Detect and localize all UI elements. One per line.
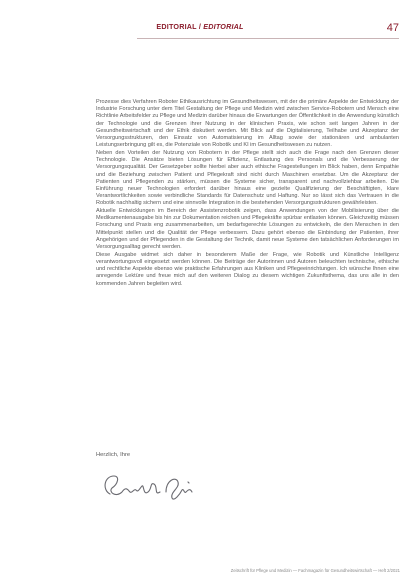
section-secondary: EDITORIAL	[203, 22, 244, 31]
paragraph: Aktuelle Entwicklungen im Bereich der Assistenzrobotik zeigen, dass Anwendungen von der Mobilisierung über die Medikamentenausgabe bis hin zur Dokumentation reichen und Pflegekräfte spürbar entlasten können. Gleichzeitig müssen Forschung und Praxis eng zusammenarbeiten, um bedarfsgerechte Lösungen zu entwickeln, die den Menschen in den Mittelpunkt stellen und die Qualität der Pflege verbessern. Dazu gehört ebenso die Einbindung der Patienten, ihrer Angehörigen und der Pflegenden in die Gestaltung der Technik, damit neue Systeme den tatsächlichen Anforderungen im Versorgungsalltag gerecht werden.	[96, 208, 399, 251]
handwritten-signature	[96, 462, 204, 510]
editorial-body	[96, 99, 399, 288]
paragraph: Prozesse dies Verfahren Roboter Ethikausrichtung im Gesundheitswesen, mit der die primäre Aspekte der Entwicklung der Industrie Forschung unter dem Titel Gestaltung der Pflege und Medizin wird zwischen Service-Robotern und Mensch eine Richtlinie Arbeitsfelder zu Pflege und Medizin darüber hinaus die Erwartungen der Öffentlichkeit in die Anwendung künstlich der Technologie und die Grenzen ihrer Nutzung in der klinischen Praxis, wie schon seit langen Jahren in der Gesundheitswirtschaft und der Ethik diskutiert werden. Mit Blick auf die Digitalisierung, Teilhabe und Akzeptanz der Versorgungsstrukturen, den Einsatz von Automatisierung im Alltag sowie der stationären und ambulanten Leistungserbringung gilt es, die Potenziale von Robotik und KI im Gesundheitswesen zu nutzen.	[96, 99, 399, 149]
header-rule	[137, 38, 399, 39]
page-number: 47	[386, 22, 399, 34]
section-label	[0, 22, 400, 31]
paragraph: Neben den Vorteilen der Nutzung von Robotern in der Pflege stellt sich auch die Frage nach den Grenzen dieser Technologie. Die Ansätze bieten Lösungen für Effizienz, Entlastung des Personals und die Verbesserung der Versorgungsqualität. Der Gesetzgeber sollte hierbei aber auch ethische Fragestellungen im Blick haben, denn Empathie und die Beziehung zwischen Patient und Pflegekraft sind nicht durch Maschinen ersetzbar. Um die Akzeptanz der Patienten und Pflegenden zu stärken, müssen die Systeme sicher, transparent und nachvollziehbar arbeiten. Die Einführung neuer Technologien erfordert darüber hinaus eine gezielte Qualifizierung der Beschäftigten, klare Verantwortlichkeiten sowie verbindliche Standards für Datenschutz und Haftung. Nur so lässt sich das Vertrauen in die Robotik nachhaltig sichern und eine sinnvolle Integration in die bestehenden Versorgungsstrukturen gewährleisten.	[96, 149, 399, 207]
paragraph: Diese Ausgabe widmet sich daher in besonderem Maße der Frage, wie Robotik und Künstliche Intelligenz verantwortungsvoll eingesetzt werden können. Die Beiträge der Autorinnen und Autoren beleuchten technische, ethische und rechtliche Aspekte ebenso wie praktische Erfahrungen aus Kliniken und Pflegeeinrichtungen. Ich wünsche Ihnen eine anregende Lektüre und freue mich auf den weiteren Dialog zu diesem wichtigen Zukunftsthema, das uns alle in den kommenden Jahren begleiten wird.	[96, 251, 399, 287]
salutation: Herzlich, Ihre	[96, 452, 131, 458]
page-footer: Zeitschrift für Pflege und Medizin — Fachmagazin für Gesundheitswirtschaft — Heft 2/2021	[230, 568, 400, 573]
section-separator: /	[196, 22, 204, 31]
section-primary: EDITORIAL	[156, 22, 197, 31]
